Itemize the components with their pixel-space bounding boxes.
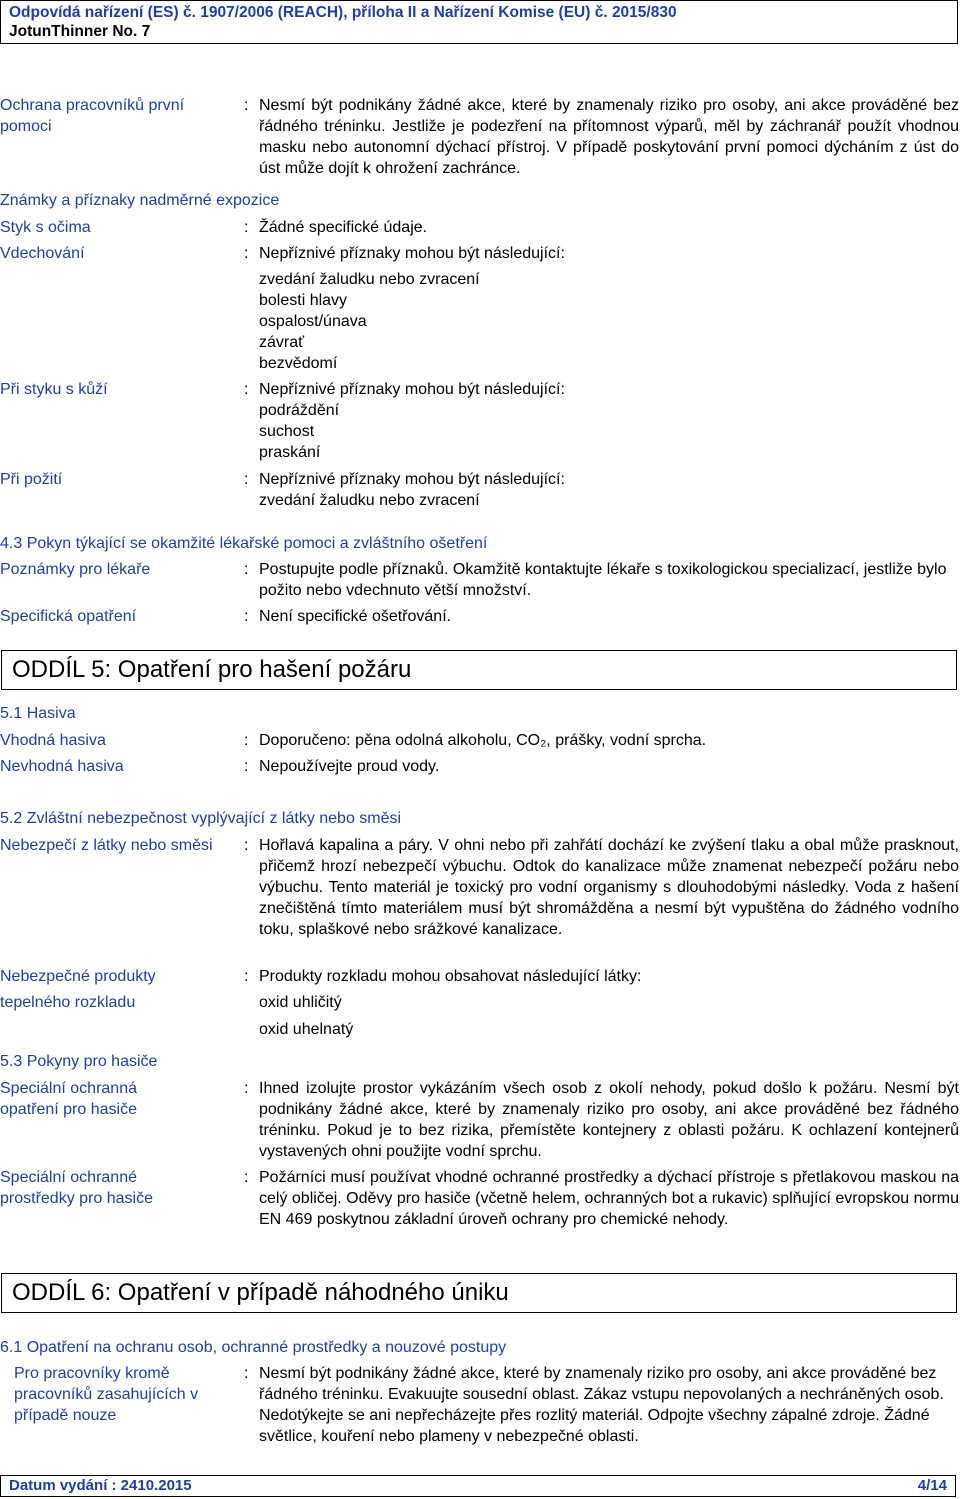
colon: : <box>244 245 249 262</box>
ingestion-symptoms <box>259 490 959 511</box>
colon: : <box>244 219 249 236</box>
ingestion-label: Při požití <box>0 471 63 488</box>
special-measures-text: Ihned izolujte prostor vykázáním všech osob z okolí nehody, pokud došlo k požáru. Nesmí být podnikány žádné akce, které by znamenaly riziko pro osoby, ani akce prováděné bez řádného tréninku. Pokud je to bez rizika, přemístěte kontejnery z oblasti požáru. K ochlazení kontejnerů vystavených ohni použijte vodní sprchu. <box>259 1080 959 1160</box>
decomposition-label-line2: tepelného rozkladu <box>0 994 136 1011</box>
colon: : <box>244 732 249 749</box>
decomposition-label-line1: Nebezpečné produkty <box>0 968 156 985</box>
decomposition-intro: Produkty rozkladu mohou obsahovat následující látky: <box>259 968 642 985</box>
inhalation-symptoms <box>259 269 959 374</box>
colon: : <box>244 97 249 114</box>
inhalation-intro: Nepříznivé příznaky mohou být následující: <box>259 245 565 262</box>
product-name: JotunThinner No. 7 <box>9 23 151 40</box>
specific-treatment-label: Specifická opatření <box>0 608 137 625</box>
section-5-2-heading: 5.2 Zvláštní nebezpečnost vyplývající z látky nebo směsi <box>0 810 402 827</box>
skin-contact-label: Při styku s kůží <box>0 381 108 398</box>
section-5-3-heading: 5.3 Pokyny pro hasiče <box>0 1053 158 1070</box>
protective-equipment-text: Požárníci musí používat vhodné ochranné prostředky a dýchací přístroje s přetlakovou maskou na celý obličej. Oděvy pro hasiče (včetně helem, ochranných bot a rukavic) splňující evropskou normu EN 469 poskytnou základní úroveň ochrany pro chemické nehody. <box>259 1169 959 1228</box>
unsuitable-media-label: Nevhodná hasiva <box>0 758 124 775</box>
document-header <box>0 0 958 44</box>
section-4-3-heading: 4.3 Pokyn týkající se okamžité lékařské pomoci a zvláštního ošetření <box>0 535 488 552</box>
first-aid-label: Ochrana pracovníků první pomoci <box>0 97 185 135</box>
page-number: 4/14 <box>917 1477 947 1494</box>
protective-equipment-label: Speciální ochranné prostředky pro hasiče <box>0 1169 153 1207</box>
colon: : <box>244 1080 249 1097</box>
eye-contact-label: Styk s očima <box>0 219 91 236</box>
doctor-notes-text: Postupujte podle příznaků. Okamžitě kontaktujte lékaře s toxikologickou specializací, jestliže bylo požito nebo vdechnuto větší množství. <box>259 561 947 599</box>
decomposition-item: oxid uhličitý <box>259 994 342 1011</box>
specific-treatment-text: Není specifické ošetřování. <box>259 608 452 625</box>
suitable-media-label: Vhodná hasiva <box>0 732 106 749</box>
hazard-label: Nebezpečí z látky nebo směsi <box>0 837 213 854</box>
colon: : <box>244 471 249 488</box>
list-item: bezvědomí <box>259 355 338 372</box>
section-5-1-heading: 5.1 Hasiva <box>0 705 76 722</box>
suitable-media-text: Doporučeno: pěna odolná alkoholu, CO₂, prášky, vodní sprcha. <box>259 732 707 749</box>
non-emergency-label: Pro pracovníky kromě pracovníků zasahujících v případě nouze <box>14 1365 199 1424</box>
symptoms-heading: Známky a příznaky nadměrné expozice <box>0 192 280 209</box>
eye-contact-text: Žádné specifické údaje. <box>259 219 428 236</box>
inhalation-label: Vdechování <box>0 245 85 262</box>
colon: : <box>244 561 249 578</box>
decomposition-item: oxid uhelnatý <box>259 1021 354 1038</box>
first-aid-text: Nesmí být podnikány žádné akce, které by znamenaly riziko pro osoby, ani akce prováděné bez řádného tréninku. Jestliže je podezření na přítomnost výparů, měl by záchranář použít vhodnou masku nebo autonomní dýchací přístroj. V případě poskytování první pomoci dýcháním z úst do úst může dojít k ohrožení zachránce. <box>259 97 959 177</box>
unsuitable-media-text: Nepoužívejte proud vody. <box>259 758 440 775</box>
list-item: zvedání žaludku nebo zvracení <box>259 492 480 509</box>
issue-date: Datum vydání : 2410.2015 <box>9 1477 192 1494</box>
list-item: praskání <box>259 444 321 461</box>
colon: : <box>244 608 249 625</box>
document-footer <box>0 1475 956 1497</box>
section-5-title: ODDÍL 5: Opatření pro hašení požáru <box>1 650 957 690</box>
list-item: ospalost/únava <box>259 313 367 330</box>
colon: : <box>244 1365 249 1382</box>
doctor-notes-label: Poznámky pro lékaře <box>0 561 151 578</box>
colon: : <box>244 837 249 854</box>
skin-contact-intro: Nepříznivé příznaky mohou být následující: <box>259 381 565 398</box>
regulation-line: Odpovídá nařízení (ES) č. 1907/2006 (REACH), příloha II a Nařízení Komise (EU) č. 2015/830 <box>9 4 677 21</box>
skin-contact-symptoms <box>259 400 959 463</box>
list-item: závrať <box>259 334 305 351</box>
section-6-title: ODDÍL 6: Opatření v případě náhodného úniku <box>1 1273 957 1313</box>
list-item: bolesti hlavy <box>259 292 348 309</box>
special-measures-label: Speciální ochranná opatření pro hasiče <box>0 1080 137 1118</box>
colon: : <box>244 758 249 775</box>
colon: : <box>244 381 249 398</box>
list-item: podráždění <box>259 402 340 419</box>
ingestion-intro: Nepříznivé příznaky mohou být následující: <box>259 471 565 488</box>
list-item: suchost <box>259 423 315 440</box>
hazard-text: Hořlavá kapalina a páry. V ohni nebo při zahřátí dochází ke zvýšení tlaku a obal může prasknout, přičemž hrozí nebezpečí výbuchu. Odtok do kanalizace může znamenat nebezpečí požáru nebo výbuchu. Tento materiál je toxický pro vodní organismy s dlouhodobými následky. Voda z hašení znečištěná tímto materiálem musí být shromážděna a nesmí být vypuštěna do žádného vodního toku, splaškové nebo srážkové kanalizace. <box>259 837 959 938</box>
section-6-1-heading: 6.1 Opatření na ochranu osob, ochranné prostředky a nouzové postupy <box>0 1339 507 1356</box>
colon: : <box>244 968 249 985</box>
colon: : <box>244 1169 249 1186</box>
list-item: zvedání žaludku nebo zvracení <box>259 271 480 288</box>
non-emergency-text: Nesmí být podnikány žádné akce, které by znamenaly riziko pro osoby, ani akce prováděné bez řádného tréninku. Evakuujte sousední oblast. Zákaz vstupu nepovolaných a nechráněných osob. Nedotýkejte se ani nepřecházejte přes rozlitý materiál. Odpojte všechny zápalné zdroje. Žádné světlice, kouření nebo plameny v nebezpečné oblasti. <box>259 1365 944 1445</box>
